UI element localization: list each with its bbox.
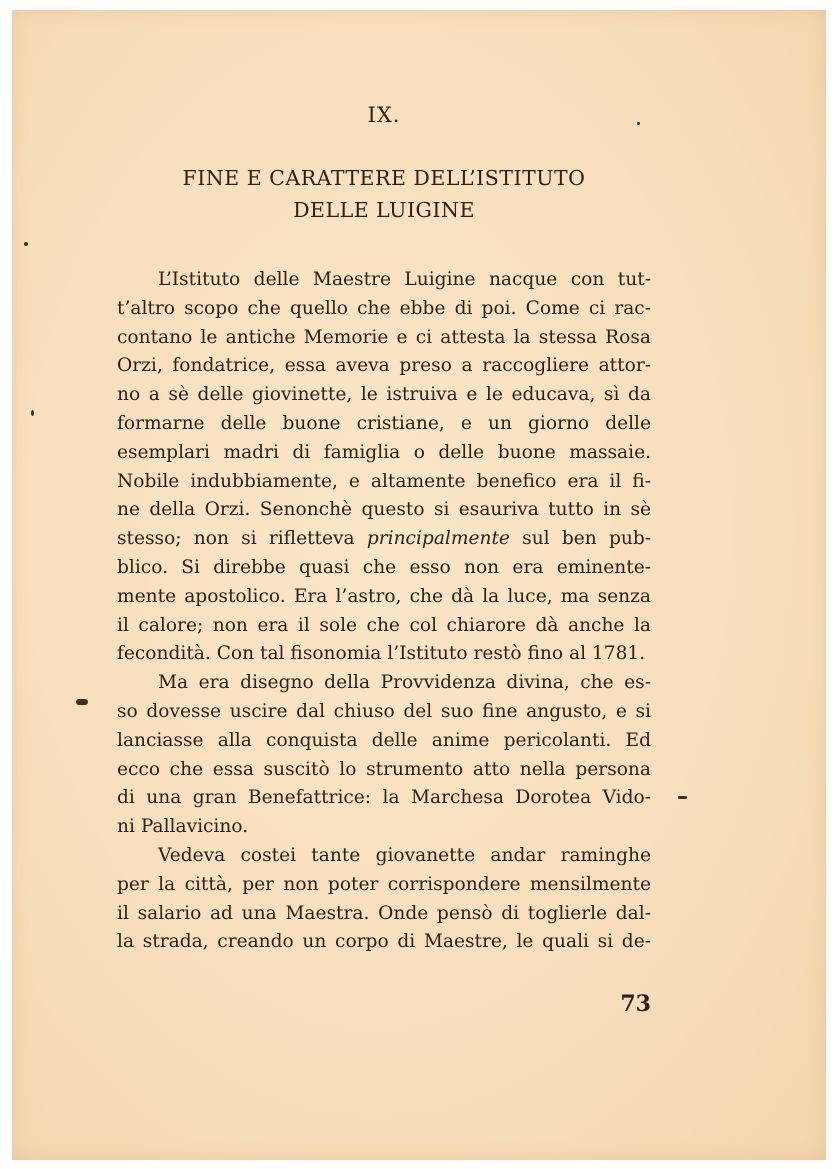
- text-line: fecondità. Con tal fisonomia l’Istituto restò fino al 1781.: [117, 643, 646, 665]
- text-line: L’Istituto delle Maestre Luigine nacque con tut-: [158, 269, 651, 290]
- text-line: Orzi, fondatrice, essa aveva preso a raccogliere attor-: [117, 355, 651, 377]
- text-line: so dovesse uscire dal chiuso del suo fine angusto, e si: [117, 701, 651, 722]
- text-line: il salario ad una Maestra. Onde pensò di toglierle dal-: [117, 902, 651, 924]
- text-line: blico. Si direbbe quasi che esso non era eminente-: [117, 557, 651, 578]
- text-line: la strada, creando un corpo di Maestre, le quali si de-: [117, 931, 651, 953]
- text-line: per la città, per non poter corrispondere mensilmente: [117, 873, 651, 895]
- text-line: ecco che essa suscitò lo strumento atto nella persona: [117, 758, 651, 780]
- ink-speck: [24, 242, 28, 246]
- text-line: mente apostolico. Era l’astro, che dà la luce, ma senza: [117, 585, 651, 607]
- text-line: Vedeva costei tante giovanette andar raminghe: [158, 845, 651, 866]
- ink-speck: [76, 699, 88, 705]
- page-number: 73: [620, 991, 651, 1017]
- text-line: no a sè delle giovinette, le istruiva e le educava, sì da: [117, 384, 651, 406]
- text-segment: sul ben pub-: [509, 528, 652, 550]
- text-line: di una gran Benefattrice: la Marchesa Dorotea Vido-: [117, 787, 651, 809]
- chapter-title-line: FINE E CARATTERE DELL’ISTITUTO: [182, 166, 586, 190]
- text-line: t’altro scopo che quello che ebbe di poi. Come ci rac-: [117, 297, 651, 319]
- text-line: ne della Orzi. Senonchè questo si esauriva tutto in sè: [117, 499, 651, 521]
- text-line: esemplari madri di famiglia o delle buone massaie.: [117, 441, 651, 463]
- text-line: il calore; non era il sole che col chiarore dà anche la: [117, 614, 651, 636]
- ink-speck: [31, 410, 34, 416]
- chapter-title-line: DELLE LUIGINE: [293, 198, 475, 222]
- text-segment: stesso; non si rifletteva: [117, 528, 367, 550]
- emphasized-word: principalmente: [366, 528, 510, 550]
- text-line: Ma era disegno della Provvidenza divina, che es-: [158, 672, 651, 694]
- text-line: formarne delle buone cristiane, e un giorno delle: [117, 413, 651, 434]
- text-line: lanciasse alla conquista delle anime pericolanti. Ed: [117, 729, 651, 751]
- chapter-number: IX.: [367, 103, 401, 127]
- ink-speck: [678, 796, 687, 799]
- text-line: contano le antiche Memorie e ci attesta la stessa Rosa: [117, 326, 651, 348]
- text-line: [117, 525, 651, 553]
- text-line: ni Pallavicino.: [117, 816, 249, 838]
- text-line: Nobile indubbiamente, e altamente benefico era il fi-: [117, 470, 651, 492]
